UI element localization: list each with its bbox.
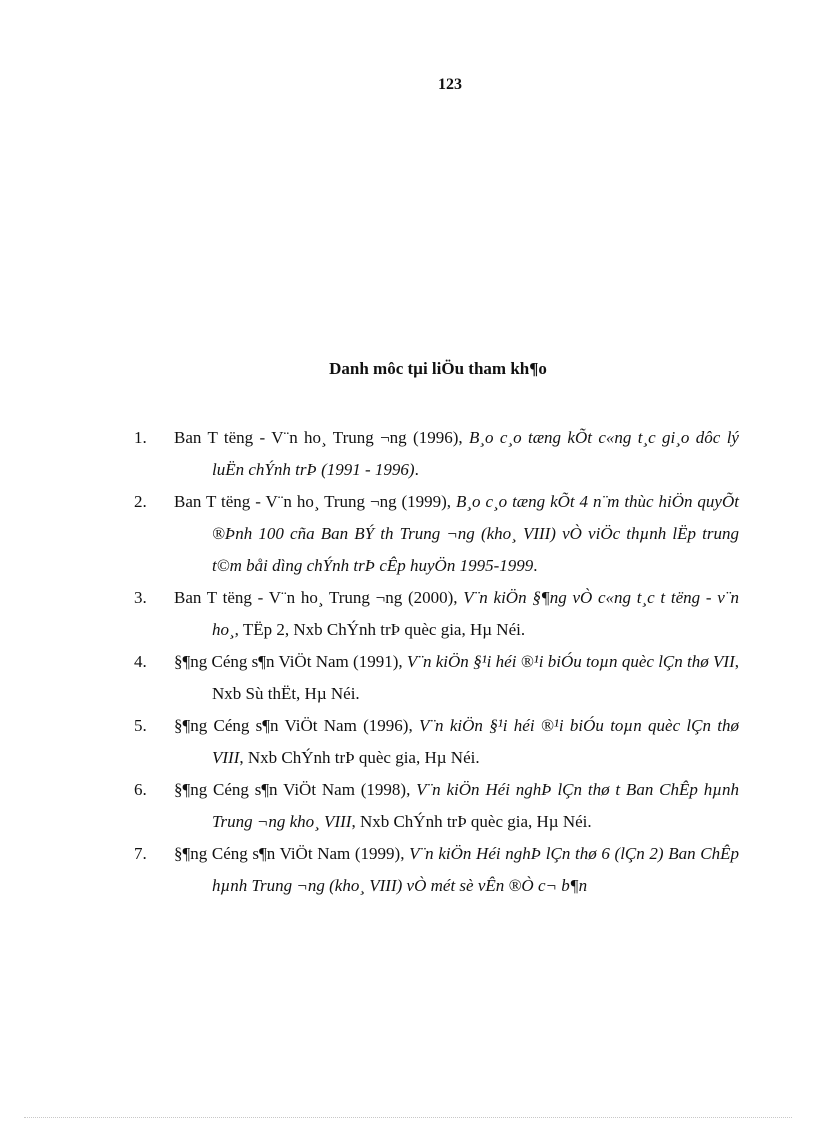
reference-title: B¸o c¸o tæng kÕt c«ng t¸c gi¸o dôc lý luËn chÝnh trÞ (1991 - 1996) [212, 428, 739, 479]
reference-title: V¨n kiÖn §¹i héi ®¹i biÓu toµn quèc lÇn thø VIII [212, 716, 739, 767]
reference-publisher: , Nxb ChÝnh trÞ quèc gia, Hµ Néi. [239, 748, 480, 767]
reference-author: Ban T tëng - V¨n ho¸ Trung ¬ng (2000), [174, 588, 464, 607]
reference-title: V¨n kiÖn §¶ng vÒ c«ng t¸c t tëng - v¨n ho¸ [212, 588, 739, 639]
reference-text [174, 422, 739, 486]
page-number: 123 [438, 76, 462, 93]
reference-author: §¶ng Céng s¶n ViÖt Nam (1996), [174, 716, 419, 735]
reference-item [0, 486, 816, 582]
reference-item [0, 646, 816, 710]
reference-author: §¶ng Céng s¶n ViÖt Nam (1999), [174, 844, 410, 863]
reference-publisher: . [414, 460, 419, 479]
reference-number: 3. [134, 588, 147, 607]
reference-text [174, 774, 739, 838]
reference-item [0, 838, 816, 902]
reference-publisher: . [533, 556, 538, 575]
reference-author: Ban T tëng - V¨n ho¸ Trung ¬ng (1999), [174, 492, 456, 511]
reference-publisher: , TËp 2, Nxb ChÝnh trÞ quèc gia, Hµ Néi. [234, 620, 526, 639]
reference-number: 4. [134, 652, 147, 671]
reference-text [174, 710, 739, 774]
reference-publisher: , Nxb ChÝnh trÞ quèc gia, Hµ Néi. [351, 812, 592, 831]
reference-list [0, 422, 816, 902]
reference-item [0, 710, 816, 774]
reference-text [174, 582, 739, 646]
reference-number: 6. [134, 780, 147, 799]
reference-text [174, 486, 739, 582]
reference-title: B¸o c¸o tæng kÕt 4 n¨m thùc hiÖn quyÕt ®Þnh 100 cña Ban BÝ th Trung ¬ng (kho¸ VIII) vÒ viÖc thµnh lËp trung t©m båi dìng chÝnh trÞ cÊp huyÖn 1995-1999 [212, 492, 739, 575]
reference-number: 1. [134, 428, 147, 447]
reference-title: V¨n kiÖn §¹i héi ®¹i biÓu toµn quèc lÇn thø VII [406, 652, 735, 671]
reference-number: 2. [134, 492, 147, 511]
reference-author: Ban T tëng - V¨n ho¸ Trung ¬ng (1996), [174, 428, 469, 447]
reference-item [0, 422, 816, 486]
page-bottom-divider [24, 1117, 792, 1118]
reference-author: §¶ng Céng s¶n ViÖt Nam (1991), [174, 652, 407, 671]
reference-item [0, 582, 816, 646]
reference-number: 5. [134, 716, 147, 735]
reference-text [174, 838, 739, 902]
reference-title: V¨n kiÖn Héi nghÞ lÇn thø 6 (lÇn 2) Ban ChÊp hµnh Trung ¬ng (kho¸ VIII) vÒ mét sè vÊn ®Ò c¬ b¶n [212, 844, 739, 895]
reference-text [174, 646, 740, 710]
reference-author: §¶ng Céng s¶n ViÖt Nam (1998), [174, 780, 417, 799]
reference-number: 7. [134, 844, 147, 863]
reference-title: V¨n kiÖn Héi nghÞ lÇn thø t Ban ChÊp hµnh Trung ¬ng kho¸ VIII [212, 780, 739, 831]
references-heading: Danh môc tµi liÖu tham kh¶o [329, 359, 547, 378]
reference-item [0, 774, 816, 838]
reference-publisher: , Nxb Sù thËt, Hµ Néi. [212, 652, 740, 703]
